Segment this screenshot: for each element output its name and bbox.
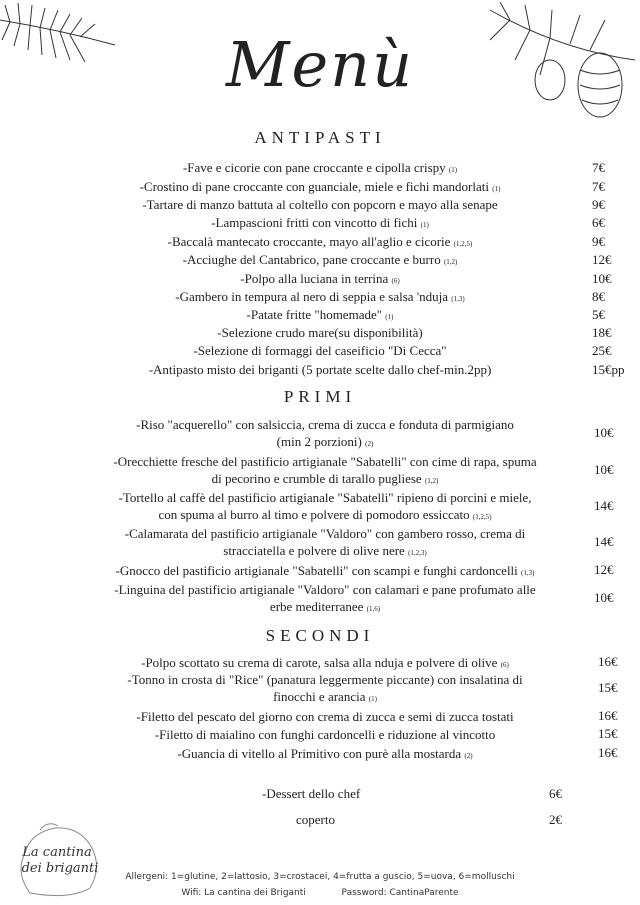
secondi-item-text [60, 708, 590, 725]
antipasti-item-name: -Gambero in tempura al nero di seppia e salsa 'nduja [175, 289, 449, 304]
antipasti-item-text [0, 160, 640, 176]
primi-item-allergens: (1,2,5) [472, 513, 492, 521]
antipasti-item-price: 18€ [592, 325, 612, 340]
antipasti-item-name: -Patate fritte "homemade" [246, 307, 383, 322]
primi-item-price: 10€ [594, 462, 614, 477]
secondi-item-price: 16€ [598, 654, 618, 669]
antipasti-item-text [0, 362, 640, 378]
antipasti-item-price: 12€ [592, 252, 612, 267]
antipasti-item-name: -Crostino di pane croccante con guanciale, miele e fichi mandorlati [139, 179, 489, 194]
secondi-item-line1: -Filetto di maialino con funghi cardoncelli e riduzione al vincotto [154, 727, 496, 742]
primi-item-line2: erbe mediterranee [269, 599, 364, 614]
secondi-item-text [60, 745, 590, 765]
secondi-item-allergens: (2) [464, 752, 473, 760]
wifi-name: Wifi: La cantina dei Briganti [181, 888, 306, 898]
antipasti-item-name: -Polpo alla luciana in terrina [240, 271, 389, 286]
logo-line2: dei briganti [21, 861, 99, 876]
primi-item-line1: -Riso "acquerello" con salsiccia, crema di zucca e fonduta di parmigiano [136, 417, 514, 432]
wifi-password: Password: CantinaParente [341, 888, 459, 898]
primi-item-text [60, 562, 590, 582]
secondi-item-allergens: (6) [500, 661, 509, 669]
primi-item-text [60, 416, 590, 453]
antipasti-item-allergens: (1) [448, 166, 458, 174]
antipasti-item-price: 7€ [592, 160, 605, 175]
extra-dessert-text: -Dessert dello chef [262, 786, 361, 801]
primi-item-allergens: (1,3) [521, 569, 535, 577]
primi-item-text [60, 525, 590, 562]
antipasti-item-price: 9€ [592, 197, 605, 212]
antipasti-item-allergens: (1) [492, 185, 501, 193]
antipasti-item-name: -Acciughe del Cantabrico, pane croccante e burro [182, 252, 441, 267]
primi-item-allergens: (1,6) [366, 605, 381, 613]
secondi-item-price: 15€ [598, 726, 618, 741]
primi-item-price: 10€ [594, 425, 614, 440]
extra-dessert-price: 6€ [549, 786, 562, 801]
primi-item-line2: con spuma al burro al timo e polvere di pomodoro essiccato [158, 507, 470, 522]
extra-coperto-text: coperto [296, 812, 335, 827]
primi-item-text [60, 581, 590, 618]
primi-item-line1: -Tortello al caffè del pastificio artigianale "Sabatelli" ripieno di porcini e miele, [118, 490, 532, 505]
antipasti-item-text [0, 325, 640, 341]
antipasti-item-allergens: (1) [420, 221, 429, 229]
secondi-item-text [60, 671, 590, 708]
primi-item-allergens: (1,2) [424, 477, 439, 485]
antipasti-item-price: 6€ [592, 215, 605, 230]
menu-title: Menù [225, 28, 415, 101]
antipasti-item-name: -Fave e cicorie con pane croccante e cipolla crispy [182, 160, 446, 175]
antipasti-item-price: 10€ [592, 271, 612, 286]
primi-item-line1: -Linguina del pastificio artigianale "Valdoro" con calamari e pane profumato alle [114, 582, 536, 597]
primi-item-allergens: (1,2,3) [408, 549, 427, 557]
antipasti-item-text [0, 234, 640, 250]
primi-item-text [60, 453, 590, 490]
logo-line1: La cantina [22, 845, 92, 860]
primi-item-line2: di pecorino e crumble di tarallo pugliese [211, 471, 422, 486]
antipasti-item-text [0, 252, 640, 268]
primi-item-line1: -Orecchiette fresche del pastificio artigianale "Sabatelli" con cime di rapa, spuma [113, 454, 537, 469]
secondi-item-price: 16€ [598, 708, 618, 723]
section-secondi-heading: SECONDI [265, 626, 375, 645]
primi-item-price: 14€ [594, 534, 614, 549]
primi-item-price: 14€ [594, 498, 614, 513]
primi-item-price: 12€ [594, 562, 614, 577]
restaurant-logo [10, 818, 105, 898]
secondi-item-line1: -Filetto del pescato del giorno con crema di zucca e semi di zucca tostati [136, 709, 514, 724]
antipasti-item-price: 15€pp [592, 362, 625, 377]
antipasti-item-text [0, 343, 640, 359]
antipasti-item-name: -Selezione di formaggi del caseificio "Di Cecca" [193, 343, 447, 358]
wifi-info [0, 888, 640, 898]
antipasti-item-name: -Antipasto misto dei briganti (5 portate scelte dallo chef-min.2pp) [148, 362, 492, 377]
secondi-item-line1: -Tonno in crosta di "Rice" (panatura leggermente piccante) con insalatina di [127, 672, 523, 687]
primi-item-allergens: (2) [365, 440, 374, 448]
antipasti-item-name: -Baccalà mantecato croccante, mayo all'aglio e cicorie [167, 234, 451, 249]
section-antipasti-heading: ANTIPASTI [254, 128, 386, 147]
antipasti-item-text [0, 197, 640, 213]
primi-item-line1: -Gnocco del pastificio artigianale "Sabatelli" con scampi e funghi cardoncelli [115, 563, 518, 578]
antipasti-item-price: 8€ [592, 289, 605, 304]
antipasti-item-price: 5€ [592, 307, 605, 322]
secondi-item-line1: -Polpo scottato su crema di carote, salsa alla nduja e polvere di olive [141, 655, 498, 670]
secondi-item-allergens: (1) [368, 695, 377, 703]
antipasti-item-price: 25€ [592, 343, 612, 358]
antipasti-item-name: -Selezione crudo mare(su disponibilità) [217, 325, 423, 340]
secondi-item-line1: -Guancia di vitello al Primitivo con purè alla mostarda [177, 746, 462, 761]
antipasti-item-name: -Tartare di manzo battuta al coltello con popcorn e mayo alla senape [142, 197, 498, 212]
antipasti-item-allergens: (1,2,5) [453, 240, 473, 248]
primi-item-line1: -Calamarata del pastificio artigianale "Valdoro" con gambero rosso, crema di [124, 526, 526, 541]
primi-item-text [60, 489, 590, 526]
secondi-item-price: 15€ [598, 680, 618, 695]
extra-coperto-price: 2€ [549, 812, 562, 827]
secondi-item-line2: finocchi e arancia [273, 689, 366, 704]
primi-item-line2: stracciatella e polvere di olive nere [223, 543, 405, 558]
antipasti-item-text [0, 215, 640, 231]
antipasti-item-text [0, 289, 640, 305]
allergens-legend: Allergeni: 1=glutine, 2=lattosio, 3=crostacei, 4=frutta a guscio, 5=uova, 6=molluschi [125, 872, 515, 882]
secondi-item-price: 16€ [598, 745, 618, 760]
antipasti-item-allergens: (1,2) [443, 258, 458, 266]
antipasti-item-price: 9€ [592, 234, 605, 249]
primi-item-line2: (min 2 porzioni) [276, 434, 362, 449]
antipasti-item-allergens: (6) [391, 277, 400, 285]
secondi-item-text [60, 726, 590, 743]
antipasti-item-text [0, 307, 640, 323]
primi-item-price: 10€ [594, 590, 614, 605]
antipasti-item-text [0, 271, 640, 287]
antipasti-item-price: 7€ [592, 179, 605, 194]
antipasti-item-name: -Lampascioni fritti con vincotto di fichi [211, 215, 418, 230]
section-primi-heading: PRIMI [283, 387, 357, 406]
antipasti-item-allergens: (1,3) [451, 295, 465, 303]
antipasti-item-text [0, 179, 640, 195]
antipasti-item-allergens: (1) [385, 313, 394, 321]
